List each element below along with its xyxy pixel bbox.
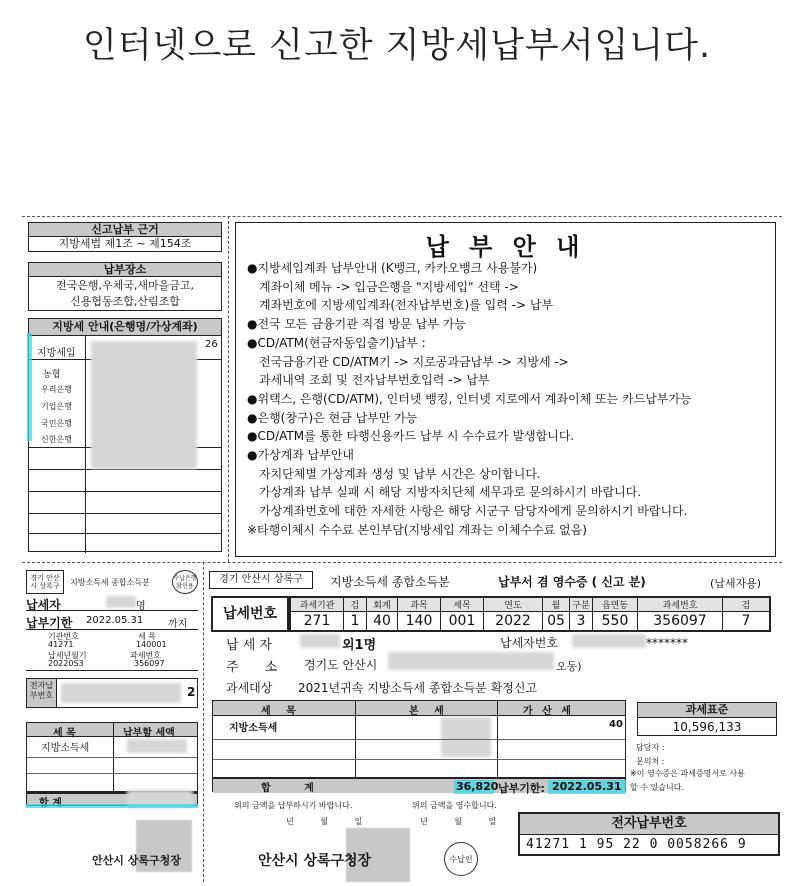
tax-col-2: 본 세 xyxy=(409,706,444,717)
payer-suffix: 외1명 xyxy=(342,638,377,653)
place-section xyxy=(28,262,222,311)
guide-line: ●CD/ATM를 통한 타행신용카드 납부 시 수수료가 발생합니다. xyxy=(247,429,575,444)
taxno-label: 납세번호 xyxy=(211,596,289,632)
code-value: 271 xyxy=(290,612,344,632)
account-first-label: 지방세입 xyxy=(37,348,76,359)
stub-payer-label: 납세자 xyxy=(26,598,61,612)
page-title: 인터넷으로 신고한 지방세납부서입니다. xyxy=(82,26,712,66)
target-label: 과세대상 xyxy=(226,681,273,695)
main-doc-title: 납부서 겸 영수증 ( 신고 분) xyxy=(498,575,646,589)
epay-value: 41271 1 95 22 0 0058266 9 xyxy=(526,837,747,852)
main-tax-name: 지방소득세 종합소득분 xyxy=(330,575,450,589)
account-first-tail: 26 xyxy=(205,339,218,350)
code-value: 1 xyxy=(344,612,367,632)
stub-col-1: 세 목 xyxy=(53,728,76,739)
guide-line: 자치단체별 가상계좌 생성 및 납부 시간은 상이합니다. xyxy=(259,466,541,481)
stub-bank-stamp: 수납은행 확인용 xyxy=(172,570,198,594)
address-value: 경기도 안산시 xyxy=(304,658,378,672)
stub-due-label: 납부기한 xyxy=(26,616,73,630)
redacted-accounts xyxy=(91,341,197,469)
payment-guide xyxy=(235,222,776,557)
addtax-value: 40 xyxy=(609,719,623,730)
place-line-1: 전국은행,우체국,새마을금고, xyxy=(55,279,194,292)
bank-1: 농협 xyxy=(43,370,61,380)
stub-signature: 안산시 상록구청장 xyxy=(92,854,181,867)
stub-due-suffix: 까지 xyxy=(168,619,188,630)
date-line-right: 년 월 일 xyxy=(420,817,497,826)
bank-4: 국민은행 xyxy=(41,419,72,428)
payer-label: 납 세 자 xyxy=(226,638,272,653)
code-value: 140 xyxy=(398,612,441,632)
main-tax-table xyxy=(212,700,626,792)
basis-header: 신고납부 근거 xyxy=(28,222,222,237)
stub-office: 경기 안산시 상록구 xyxy=(26,570,64,594)
notice-2: 할 수 있습니다. xyxy=(630,783,684,792)
address-tail: 오동) xyxy=(556,660,582,673)
place-line-2: 신용협동조합,산림조합 xyxy=(70,295,180,308)
stub-taxno-value: 356097 xyxy=(134,659,165,668)
tax-base-label: 과세표준 xyxy=(638,703,776,718)
account-section xyxy=(28,318,222,552)
basis-text: 지방세법 제1조 ~ 제154조 xyxy=(28,237,222,252)
guide-line: ●은행(창구)은 현금 납부만 가능 xyxy=(247,410,418,425)
stub-year-label: 납세년월기 xyxy=(48,651,87,660)
bank-3: 기업은행 xyxy=(41,402,72,411)
code-header: 과세번호 xyxy=(638,597,723,612)
stub-tax-table xyxy=(26,722,198,792)
target-value: 2021년귀속 지방소득세 종합소득분 확정신고 xyxy=(298,681,538,695)
main-total-value: 36,820 xyxy=(456,780,499,793)
account-header: 지방세 안내(은행명/가상계좌) xyxy=(29,319,221,336)
tax-col-3: 가 산 세 xyxy=(523,706,571,717)
place-header: 납부장소 xyxy=(28,262,222,277)
tax-base-box xyxy=(637,702,777,736)
code-value: 2022 xyxy=(484,612,543,632)
perforation-vertical-top xyxy=(228,216,229,562)
code-header: 구분 xyxy=(570,597,593,612)
stub-epay-label: 전자납부번호 xyxy=(27,679,57,707)
guide-line: 전국금융기관 CD/ATM기 -> 지로공과금납부 -> 지방세 -> xyxy=(259,354,569,369)
code-value: 7 xyxy=(723,612,771,632)
main-total-due-label: 납부기한: xyxy=(498,782,545,795)
epay-box xyxy=(518,812,780,856)
stub-section xyxy=(26,568,198,886)
guide-line: ●지방세입계좌 납부안내 (K뱅크, 카카오뱅크 사용불가) xyxy=(247,261,538,275)
perforation-top xyxy=(22,216,782,217)
code-header: 검 xyxy=(723,597,771,612)
taxno-code-table xyxy=(289,596,771,632)
code-value: 40 xyxy=(367,612,398,632)
guide-line: 계좌이체 메뉴 -> 입금은행을 "지방세입" 선택 -> xyxy=(259,279,519,294)
main-total-due-value: 2022.05.31 xyxy=(552,780,622,793)
payer-no-label: 납세자번호 xyxy=(500,636,558,650)
guide-line: 계좌번호에 지방세입계좌(전자납부번호)를 입력 -> 납부 xyxy=(259,298,554,313)
code-header: 세목 xyxy=(441,597,484,612)
perforation-vertical-bottom xyxy=(203,562,204,882)
tax-col-1: 세 목 xyxy=(261,706,296,717)
sign-query: 문의처 : xyxy=(636,757,665,766)
stub-col-2: 납부할 세액 xyxy=(123,728,175,739)
code-header: 과세기관 xyxy=(290,597,344,612)
guide-line: ※타행이체시 수수료 본인부담(지방세입 계좌는 이체수수료 없음) xyxy=(247,522,587,537)
code-value: 550 xyxy=(593,612,638,632)
guide-line: 과세내역 조회 및 전자납부번호입력 -> 납부 xyxy=(259,373,490,388)
guide-title: 납 부 안 내 xyxy=(425,233,586,261)
stub-epay-row xyxy=(26,678,198,708)
code-header: 연도 xyxy=(484,597,543,612)
code-value: 05 xyxy=(543,612,570,632)
stub-tax-item: 지방소득세 xyxy=(41,743,90,754)
code-header: 검 xyxy=(344,597,367,612)
code-header: 읍면동 xyxy=(593,597,638,612)
stub-codes xyxy=(26,629,198,671)
code-value: 3 xyxy=(570,612,593,632)
stub-payer-tail: 명 xyxy=(136,601,146,612)
code-value: 356097 xyxy=(638,612,723,632)
stub-tax-name: 지방소득세 종합소득분 xyxy=(70,578,150,587)
guide-line: ●전국 모든 금융기관 직접 방문 납부 가능 xyxy=(247,317,466,332)
tax-item: 지방소득세 xyxy=(229,723,278,734)
main-doc-sub: (납세자용) xyxy=(710,577,762,590)
stub-org-value: 41271 xyxy=(48,640,74,649)
guide-line: ●위택스, 은행(CD/ATM), 인터넷 뱅킹, 인터넷 지로에서 계좌이체 또는 카드납부가능 xyxy=(247,391,692,406)
guide-line: ●CD/ATM(현금자동입출기)납부 : xyxy=(247,335,426,350)
pay-request: 위의 금액을 납부하시기 바랍니다. xyxy=(234,801,353,810)
address-label: 주 소 xyxy=(226,660,278,675)
bank-5: 신한은행 xyxy=(41,435,72,444)
tax-base-value: 10,596,133 xyxy=(672,720,742,734)
code-header: 월 xyxy=(543,597,570,612)
epay-header: 전자납부번호 xyxy=(520,814,778,835)
guide-line: ●가상계좌 납부안내 xyxy=(247,448,355,463)
code-value: 001 xyxy=(441,612,484,632)
bank-2: 우리은행 xyxy=(41,385,72,394)
code-header: 과목 xyxy=(398,597,441,612)
payer-no-tail: ******* xyxy=(646,636,688,650)
guide-line: 가상계좌 납부 실패 시 해당 지방자치단체 세무과로 문의하시기 바랍니다. xyxy=(259,485,642,500)
sign-staff: 담당자 : xyxy=(636,743,665,752)
main-office: 경기 안산시 상록구 xyxy=(209,571,313,589)
stub-item-label: 세 목 xyxy=(138,632,156,641)
stub-year-value: 20220S3 xyxy=(48,659,84,668)
stub-taxno-label: 과세번호 xyxy=(130,651,161,660)
code-header: 회계 xyxy=(367,597,398,612)
receipt-text: 위의 금액을 영수합니다. xyxy=(412,801,497,810)
stub-org-label: 기관번호 xyxy=(48,632,79,641)
notice: ※이 영수증은 과세증명서로 사용 xyxy=(630,769,745,778)
perforation-middle xyxy=(22,562,782,563)
receipt-stamp: 수납인 xyxy=(444,842,478,876)
stub-item-value: 140001 xyxy=(136,640,167,649)
basis-section xyxy=(28,222,222,252)
highlight-mark-left xyxy=(27,333,32,441)
guide-line: 가상계좌번호에 대한 자세한 사항은 해당 시군구 담당자에게 문의하시기 바랍니다. xyxy=(259,504,688,519)
main-total-label: 합 계 xyxy=(261,783,314,794)
date-line-left: 년 월 일 xyxy=(286,817,363,826)
main-signature: 안산시 상록구청장 xyxy=(258,853,372,869)
stub-epay-tail: 2 xyxy=(187,685,196,699)
stub-due-date: 2022.05.31 xyxy=(86,615,144,626)
